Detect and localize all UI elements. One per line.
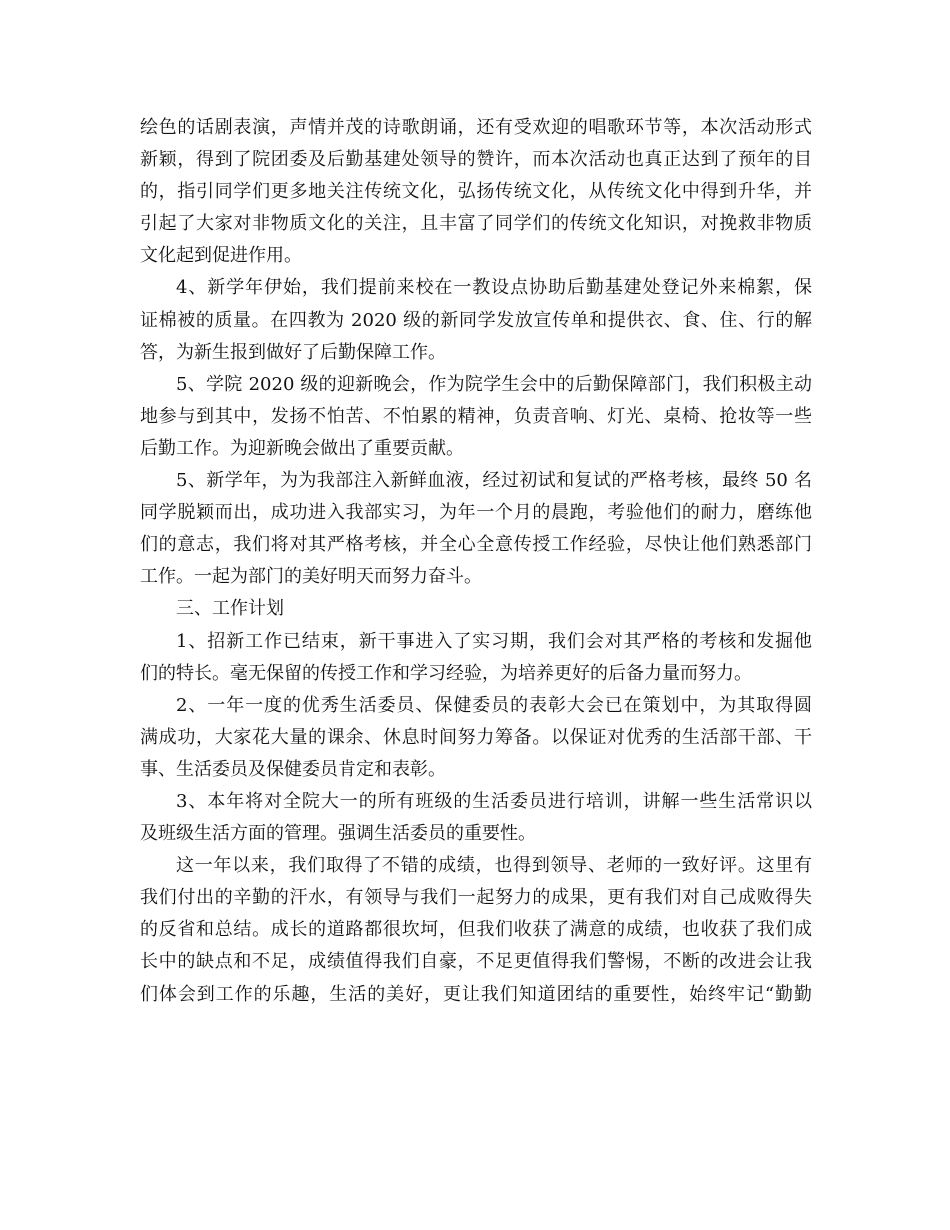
text-line: 后勤工作。为迎新晚会做出了重要贡献。 [140, 437, 464, 459]
text-line: 长中的缺点和不足，成绩值得我们自豪，不足更值得我们警惕，不断的改进会让我 [140, 951, 812, 973]
text-line: 证棉被的质量。在四教为 2020 级的新同学发放宣传单和提供衣、食、住、行的解 [140, 309, 812, 331]
document-body [140, 112, 812, 1011]
section-heading: 三、工作计划 [176, 598, 284, 620]
text-line: 同学脱颖而出，成功进入我部实习，为年一个月的晨跑，考验他们的耐力，磨练他 [140, 502, 812, 524]
paragraph-start-line: 5、新学年，为为我部注入新鲜血液，经过初试和复试的严格考核，最终 50 名 [176, 470, 812, 492]
paragraph-start-line: 5、学院 2020 级的迎新晚会，作为院学生会中的后勤保障部门，我们积极主动 [176, 373, 812, 395]
text-line: 引起了大家对非物质文化的关注，且丰富了同学们的传统文化知识，对挽救非物质 [140, 213, 812, 235]
paragraph-start-line: 4、新学年伊始，我们提前来校在一教设点协助后勤基建处登记外来棉絮，保 [176, 277, 812, 299]
paragraph-start-line: 2、一年一度的优秀生活委员、保健委员的表彰大会已在策划中，为其取得圆 [176, 694, 812, 716]
text-line: 满成功，大家花大量的课余、休息时间努力筹备。以保证对优秀的生活部干部、干 [140, 726, 812, 748]
text-line: 文化起到促进作用。 [140, 245, 302, 267]
paragraph-start-line: 这一年以来，我们取得了不错的成绩，也得到领导、老师的一致好评。这里有 [176, 855, 812, 877]
text-line: 们的意志，我们将对其严格考核，并全心全意传授工作经验，尽快让他们熟悉部门 [140, 534, 812, 556]
text-line: 我们付出的辛勤的汗水，有领导与我们一起努力的成果，更有我们对自己成败得失 [140, 887, 812, 909]
text-line: 们的特长。毫无保留的传授工作和学习经验，为培养更好的后备力量而努力。 [140, 662, 752, 684]
text-line: 工作。一起为部门的美好明天而努力奋斗。 [140, 566, 482, 588]
text-line: 的，指引同学们更多地关注传统文化，弘扬传统文化，从传统文化中得到升华，并 [140, 181, 812, 203]
text-line: 事、生活委员及保健委员肯定和表彰。 [140, 758, 446, 780]
text-line: 新颖，得到了院团委及后勤基建处领导的赞许，而本次活动也真正达到了预年的目 [140, 149, 812, 171]
text-line: 地参与到其中，发扬不怕苦、不怕累的精神，负责音响、灯光、桌椅、抢妆等一些 [140, 405, 812, 427]
text-line: 们体会到工作的乐趣，生活的美好，更让我们知道团结的重要性，始终牢记“勤勤 [140, 983, 812, 1005]
paragraph-start-line: 1、招新工作已结束，新干事进入了实习期，我们会对其严格的考核和发掘他 [176, 630, 812, 652]
text-line: 及班级生活方面的管理。强调生活委员的重要性。 [140, 823, 536, 845]
text-line: 绘色的话剧表演，声情并茂的诗歌朗诵，还有受欢迎的唱歌环节等，本次活动形式 [140, 117, 812, 138]
paragraph-start-line: 3、本年将对全院大一的所有班级的生活委员进行培训，讲解一些生活常识以 [176, 790, 812, 812]
text-line: 答，为新生报到做好了后勤保障工作。 [140, 341, 446, 363]
text-line: 的反省和总结。成长的道路都很坎坷，但我们收获了满意的成绩，也收获了我们成 [140, 919, 812, 941]
